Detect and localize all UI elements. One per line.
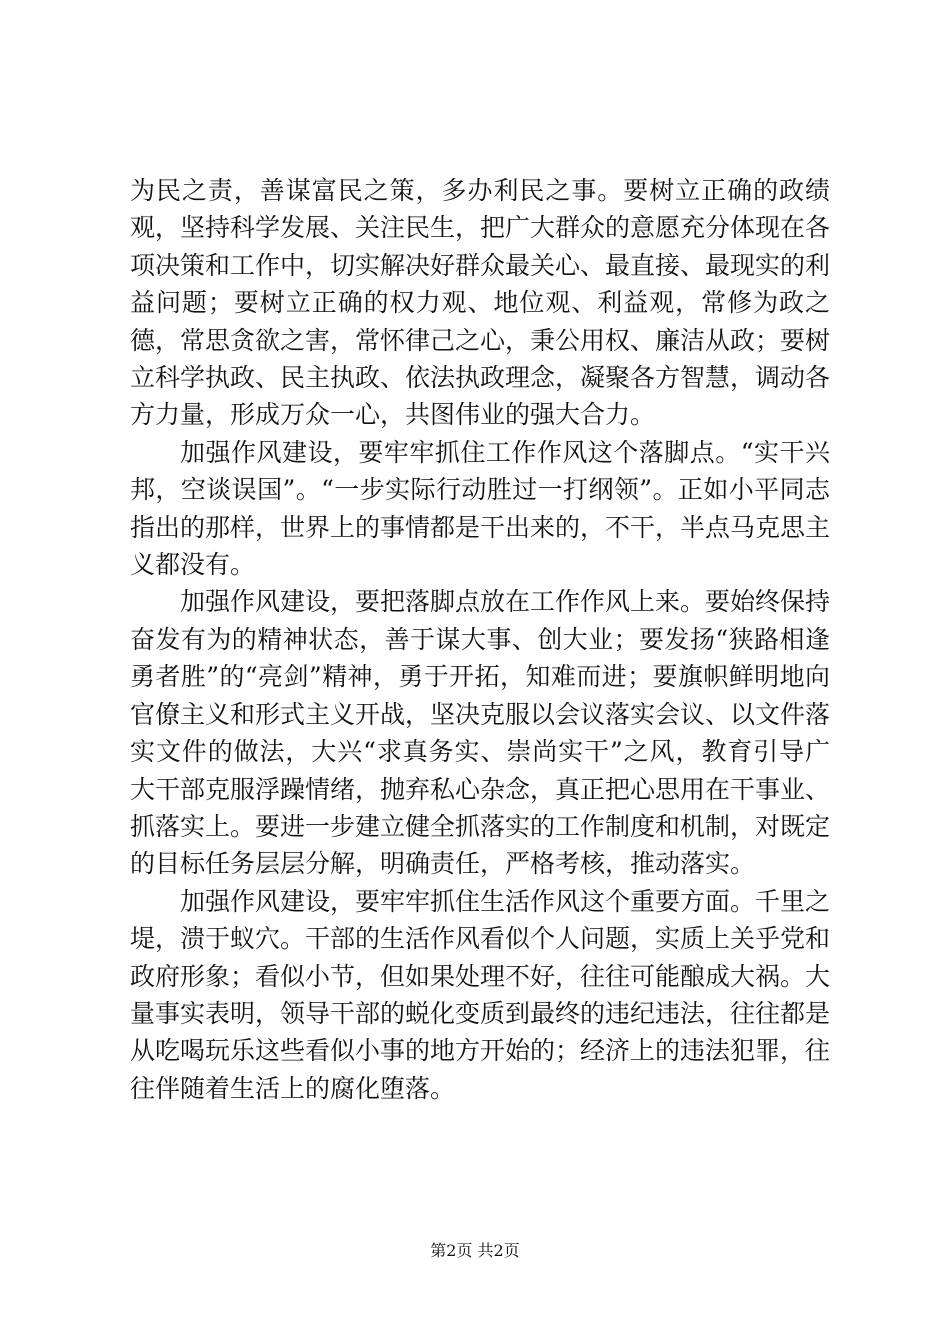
document-body	[130, 172, 830, 1107]
paragraph-2: 加强作风建设，要牢牢抓住工作作风这个落脚点。“实干兴邦，空谈误国”。“一步实际行动胜过一打纲领”。正如小平同志指出的那样，世界上的事情都是干出来的，不干，半点马克思主义都没有。	[130, 437, 831, 580]
paragraph-4: 加强作风建设，要牢牢抓住生活作风这个重要方面。千里之堤，溃于蚁穴。干部的生活作风看似个人问题，实质上关乎党和政府形象；看似小节，但如果处理不好，往往可能酿成大祸。大量事实表明，领导干部的蜕化变质到最终的违纪违法，往往都是从吃喝玩乐这些看似小事的地方开始的；经济上的违法犯罪，往往伴随着生活上的腐化堕落。	[130, 886, 831, 1103]
paragraph-1: 为民之责，善谋富民之策，多办利民之事。要树立正确的政绩观，坚持科学发展、关注民生，把广大群众的意愿充分体现在各项决策和工作中，切实解决好群众最关心、最直接、最现实的利益问题；要树立正确的权力观、地位观、利益观，常修为政之德，常思贪欲之害，常怀律己之心，秉公用权、廉洁从政；要树立科学执政、民主执政、依法执政理念，凝聚各方智慧，调动各方力量，形成万众一心，共图伟业的强大合力。	[130, 176, 831, 430]
page-number-footer: 第2页 共2页	[430, 1241, 520, 1260]
paragraph-3: 加强作风建设，要把落脚点放在工作作风上来。要始终保持奋发有为的精神状态，善于谋大事、创大业；要发扬“狭路相逢勇者胜”的“亮剑”精神，勇于开拓，知难而进；要旗帜鲜明地向官僚主义和形式主义开战，坚决克服以会议落实会议、以文件落实文件的做法，大兴“求真务实、崇尚实干”之风，教育引导广大干部克服浮躁情绪，抛弃私心杂念，真正把心思用在干事业、抓落实上。要进一步建立健全抓落实的工作制度和机制，对既定的目标任务层层分解，明确责任，严格考核，推动落实。	[130, 587, 831, 879]
